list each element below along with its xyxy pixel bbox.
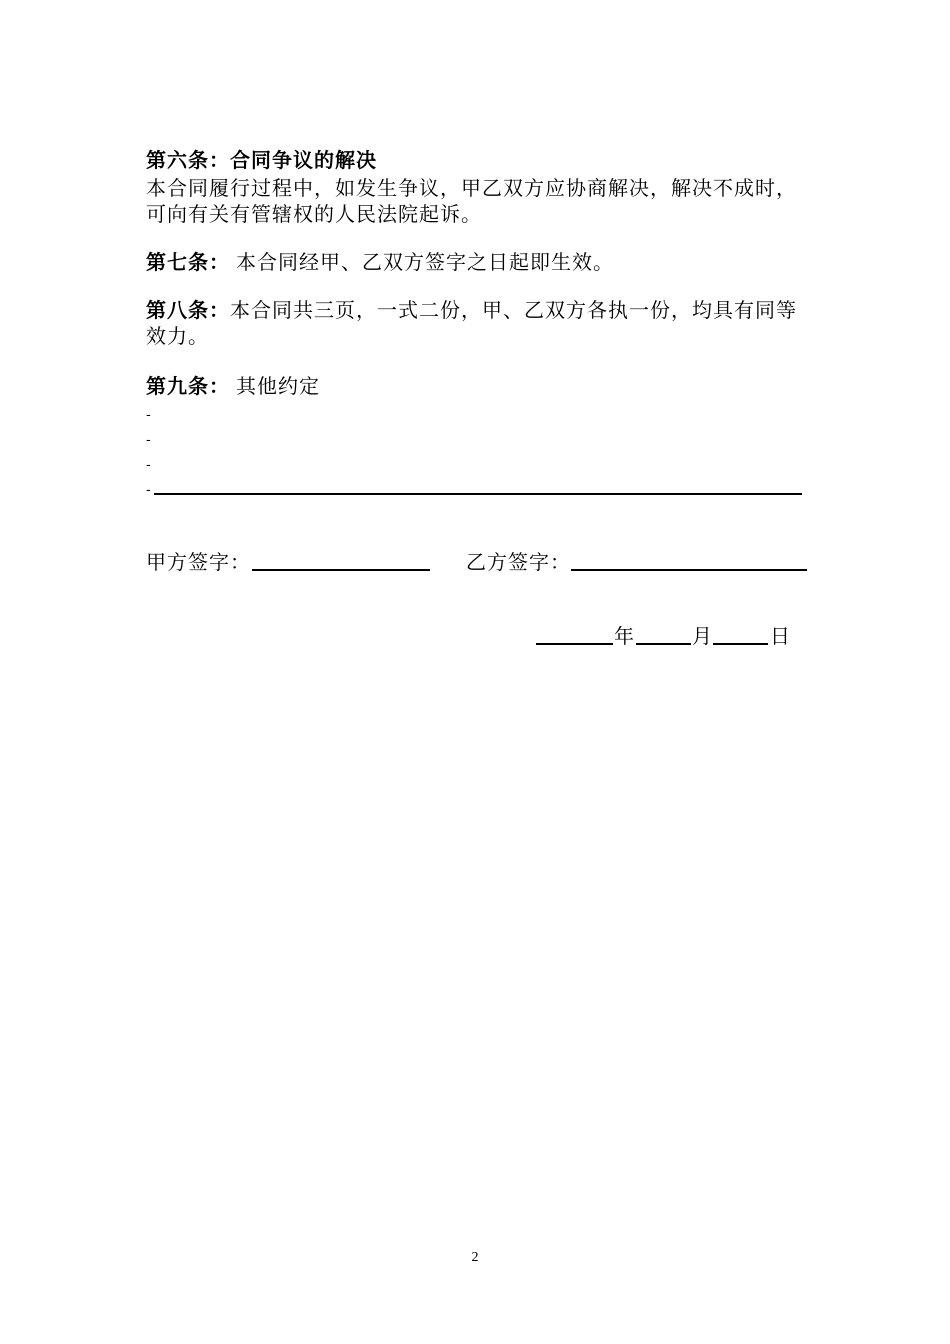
article9-text: 其他约定 — [236, 374, 320, 398]
other-terms-blank-line — [154, 493, 802, 495]
page-number: 2 — [471, 1250, 479, 1265]
other-terms-dash-2: - — [146, 432, 151, 448]
other-terms-dash-1: - — [146, 407, 151, 423]
other-terms-dash-4: - — [146, 482, 151, 498]
party-b-signature-label: 乙方签字： — [466, 550, 571, 574]
article9-label: 第九条： — [146, 374, 230, 398]
article8-label: 第八条： — [146, 298, 230, 322]
article6-heading: 第六条：合同争议的解决 — [146, 148, 377, 172]
month-blank-line — [636, 643, 691, 645]
party-a-signature-label: 甲方签字： — [146, 550, 251, 574]
article9 — [146, 374, 320, 398]
year-blank-line — [536, 643, 613, 645]
party-b-signature-line — [571, 569, 807, 571]
article8-line2: 效力。 — [146, 324, 209, 348]
party-a-signature-line — [252, 569, 430, 571]
article8-line1: 本合同共三页，一式二份，甲、乙双方各执一份，均具有同等 — [230, 298, 797, 322]
article8 — [146, 298, 797, 322]
article7-label: 第七条： — [146, 250, 230, 274]
day-blank-line — [713, 643, 768, 645]
year-label: 年 — [614, 624, 634, 648]
other-terms-dash-3: - — [146, 457, 151, 473]
article7-text: 本合同经甲、乙双方签字之日起即生效。 — [236, 250, 614, 274]
article7 — [146, 250, 614, 274]
month-label: 月 — [692, 624, 712, 648]
article6-line2: 可向有关有管辖权的人民法院起诉。 — [146, 202, 482, 226]
article6-line1: 本合同履行过程中，如发生争议，甲乙双方应协商解决，解决不成时， — [146, 176, 797, 200]
day-label: 日 — [770, 624, 790, 648]
